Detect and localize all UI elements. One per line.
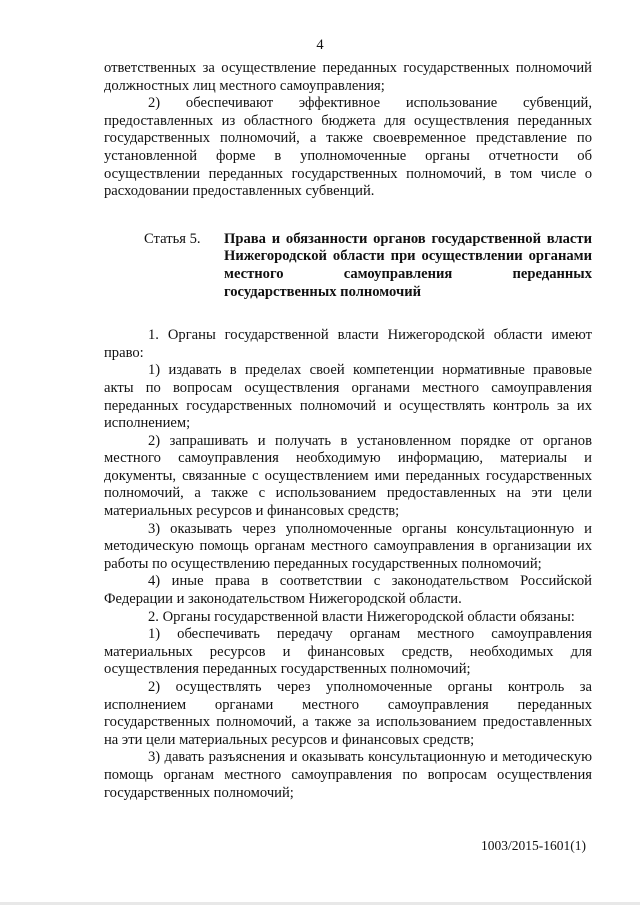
document-body: [104, 60, 592, 802]
paragraph-duty-3: 3) давать разъяснения и оказывать консультационную и методическую помощь органам местного самоуправления по вопросам осуществления государственных полномочий;: [104, 749, 592, 801]
paragraph-continuation: ответственных за осуществление переданных государственных полномочий должностных лиц местного самоуправления;: [104, 60, 592, 94]
paragraph-right-2: 2) запрашивать и получать в установленном порядке от органов местного самоуправления необходимую информацию, материалы и документы, связанные с осуществлением ими переданных государственных полномочий, а также с использованием предоставленных на эти цели материальных ресурсов и финансовых средств;: [104, 432, 592, 520]
article-heading: [104, 231, 592, 301]
paragraph-part-2: 2. Органы государственной власти Нижегородской области обязаны:: [148, 608, 575, 625]
document-code: 1003/2015-1601(1): [481, 838, 586, 853]
paragraph-right-3: 3) оказывать через уполномоченные органы консультационную и методическую помощь органам местного самоуправления в организации их работы по осуществлению переданных государственных полномочий;: [104, 520, 592, 572]
paragraph-part-1: 1. Органы государственной власти Нижегородской области имеют право:: [104, 327, 592, 361]
article-label: Статья 5.: [144, 230, 201, 247]
paragraph-duty-1: 1) обеспечивать передачу органам местного самоуправления материальных ресурсов и финансовых средств, необходимых для осуществления переданных государственных полномочий;: [104, 626, 592, 678]
article-title: Права и обязанности органов государственной власти Нижегородской области при осуществлении органами местного самоуправления переданных государственных полномочий: [224, 230, 592, 300]
paragraph-duty-2: 2) осуществлять через уполномоченные органы контроль за исполнением органами местного самоуправления переданных государственных полномочий, а также за использованием предоставленных на эти цели материальных ресурсов и финансовых средств;: [104, 679, 592, 748]
paragraph-item-2: 2) обеспечивают эффективное использование субвенций, предоставленных из областного бюджета для осуществления переданных государственных полномочий, а также своевременное представление по установленной форме в уполномоченные органы отчетности об осуществлении переданных государственных полномочий, в том числе о расходовании предоставленных субвенций.: [104, 95, 592, 200]
paragraph-right-4: 4) иные права в соответствии с законодательством Российской Федерации и законодательством Нижегородской области.: [104, 573, 592, 608]
paragraph-right-1: 1) издавать в пределах своей компетенции нормативные правовые акты по вопросам осуществления органами местного самоуправления переданных государственных полномочий и осуществлять контроль за их исполнением;: [104, 362, 592, 432]
page-number: 4: [316, 37, 324, 53]
